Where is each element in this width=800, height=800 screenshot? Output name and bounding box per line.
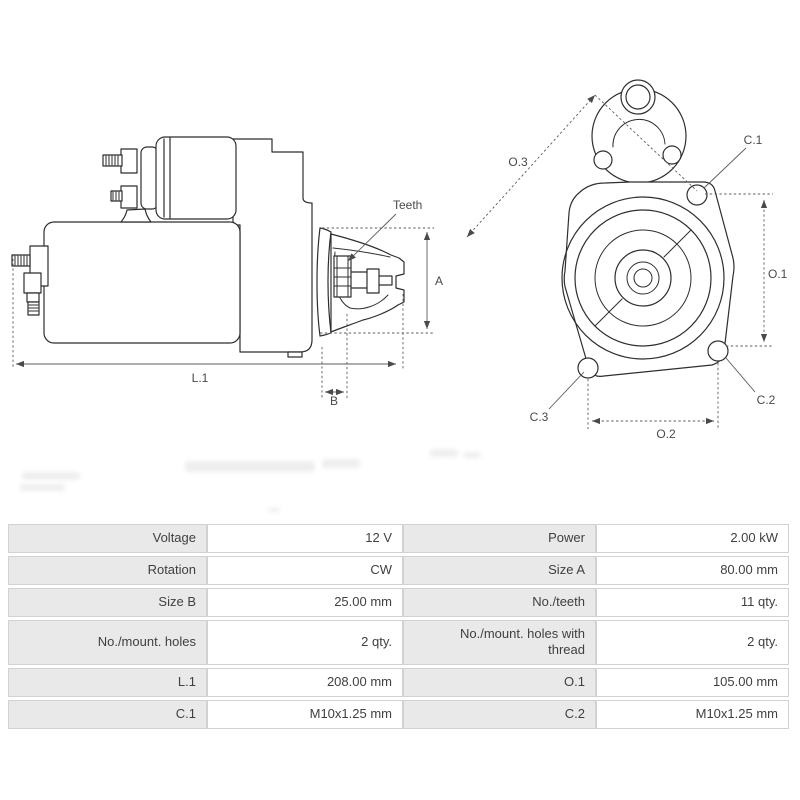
spec-value-cell: 80.00 mm bbox=[596, 556, 789, 585]
table-row bbox=[8, 524, 789, 553]
faded-watermark bbox=[430, 449, 458, 457]
spec-value-cell: 2 qty. bbox=[596, 620, 789, 665]
spec-value-cell: 2 qty. bbox=[207, 620, 403, 665]
faded-watermark bbox=[22, 472, 80, 480]
dim-o2-label: O.2 bbox=[656, 427, 676, 441]
dim-b-label: B bbox=[329, 394, 339, 408]
drive-end-bell bbox=[317, 228, 404, 336]
spec-value-cell: 2.00 kW bbox=[596, 524, 789, 553]
dim-a-label: A bbox=[435, 274, 444, 288]
table-row bbox=[8, 668, 789, 697]
spec-label-cell: O.1 bbox=[403, 668, 596, 697]
dim-c2-label: C.2 bbox=[756, 393, 776, 407]
spec-value-cell: CW bbox=[207, 556, 403, 585]
dim-c1-label: C.1 bbox=[743, 133, 763, 147]
faded-watermark bbox=[322, 459, 360, 468]
spec-table bbox=[8, 521, 789, 732]
teeth-label: Teeth bbox=[393, 198, 423, 212]
spec-label-cell: C.1 bbox=[8, 700, 207, 729]
mounting-flange bbox=[562, 182, 734, 378]
spec-label-cell: No./mount. holes bbox=[8, 620, 207, 665]
spec-value-cell: 208.00 mm bbox=[207, 668, 403, 697]
table-row bbox=[8, 588, 789, 617]
flange-hole-c2 bbox=[708, 341, 728, 361]
spec-label-cell: Voltage bbox=[8, 524, 207, 553]
ear-hole-left bbox=[594, 151, 612, 169]
faded-watermark bbox=[463, 452, 481, 458]
spec-value-cell: 105.00 mm bbox=[596, 668, 789, 697]
dim-o1-label: O.1 bbox=[768, 267, 788, 281]
spec-label-cell: No./mount. holes with thread bbox=[403, 620, 596, 665]
spec-value-cell: M10x1.25 mm bbox=[207, 700, 403, 729]
starter-yoke bbox=[233, 139, 312, 357]
table-row bbox=[8, 700, 789, 729]
table-row bbox=[8, 556, 789, 585]
table-row bbox=[8, 620, 789, 665]
spec-label-cell: Size B bbox=[8, 588, 207, 617]
spec-value-cell: 12 V bbox=[207, 524, 403, 553]
dim-c3-label: C.3 bbox=[529, 410, 549, 424]
top-mount-hole bbox=[626, 85, 650, 109]
spec-label-cell: C.2 bbox=[403, 700, 596, 729]
front-view-drawing bbox=[467, 80, 788, 441]
c1-leader-line bbox=[704, 148, 746, 188]
spec-label-cell: Rotation bbox=[8, 556, 207, 585]
spec-label-cell: L.1 bbox=[8, 668, 207, 697]
pinion-gear bbox=[334, 256, 351, 297]
spec-value-cell: M10x1.25 mm bbox=[596, 700, 789, 729]
solenoid bbox=[103, 137, 236, 222]
dim-o3-label: O.3 bbox=[508, 155, 528, 169]
side-view-drawing bbox=[12, 137, 443, 408]
shaft-boss bbox=[615, 250, 671, 306]
faded-watermark bbox=[20, 484, 65, 491]
faded-watermark bbox=[268, 508, 280, 512]
c3-leader-line bbox=[549, 372, 584, 409]
faded-watermark bbox=[185, 461, 315, 472]
spec-label-cell: No./teeth bbox=[403, 588, 596, 617]
c2-leader-line bbox=[726, 358, 755, 392]
starter-body bbox=[12, 222, 240, 343]
spec-value-cell: 25.00 mm bbox=[207, 588, 403, 617]
spec-label-cell: Power bbox=[403, 524, 596, 553]
dim-l1-label: L.1 bbox=[191, 371, 209, 385]
spec-label-cell: Size A bbox=[403, 556, 596, 585]
spec-value-cell: 11 qty. bbox=[596, 588, 789, 617]
